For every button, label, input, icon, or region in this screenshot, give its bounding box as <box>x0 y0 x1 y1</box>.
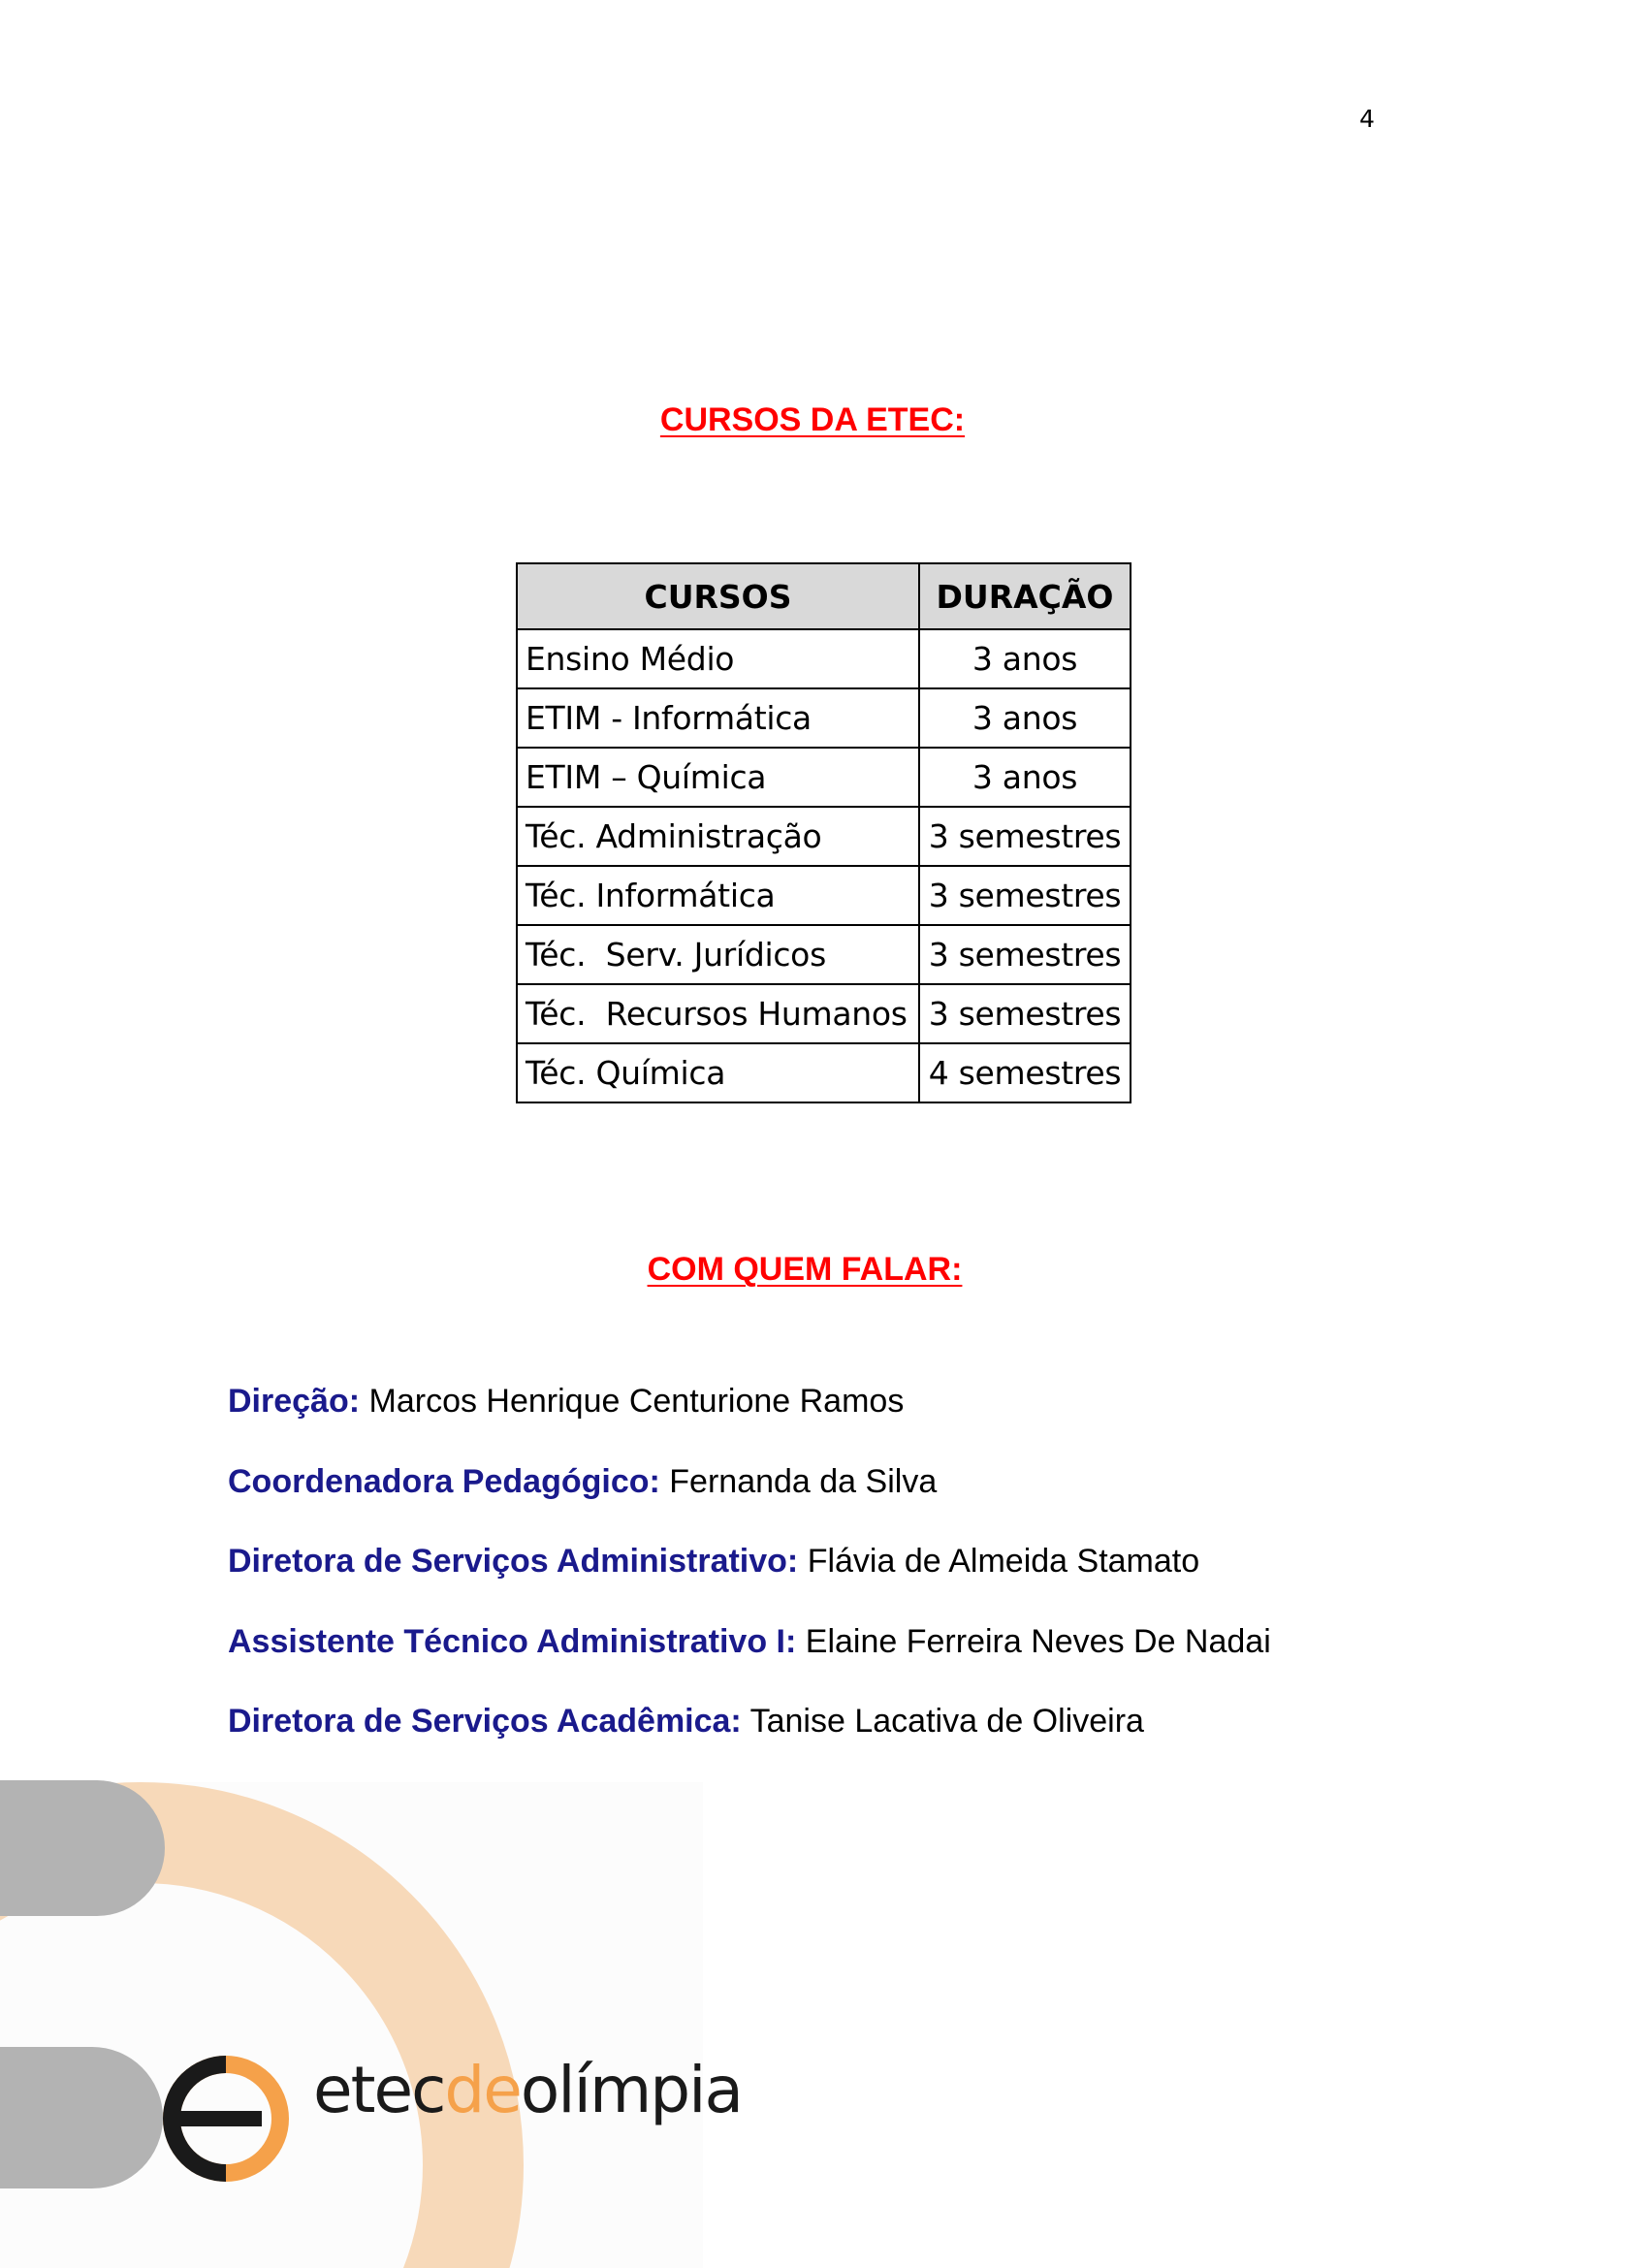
etec-logo-banner <box>0 1782 742 2268</box>
contact-role: Diretora de Serviços Acadêmica: <box>228 1703 742 1740</box>
course-duration: 3 anos <box>919 629 1131 688</box>
list-item <box>228 1697 1440 1777</box>
contact-name: Fernanda da Silva <box>669 1462 938 1500</box>
contact-role: Coordenadora Pedagógico: <box>228 1462 660 1500</box>
list-item <box>228 1537 1440 1617</box>
page-number: 4 <box>1359 105 1375 133</box>
courses-table-header-row <box>517 563 1131 629</box>
list-item <box>228 1457 1440 1538</box>
logo-background-shapes <box>0 1782 703 2268</box>
course-duration: 3 semestres <box>919 866 1131 925</box>
contacts-section-title <box>0 1251 1609 1289</box>
logo-text-suffix: olímpia <box>520 2053 742 2127</box>
course-name: Téc. Informática <box>517 866 919 925</box>
table-row <box>517 1043 1131 1102</box>
contact-role: Assistente Técnico Administrativo I: <box>228 1622 797 1660</box>
gray-upper-bar-shape <box>0 1780 165 1916</box>
logo-text-prefix: etec <box>313 2053 445 2127</box>
contact-name: Tanise Lacativa de Oliveira <box>749 1703 1144 1740</box>
header-cursos: CURSOS <box>517 563 919 629</box>
table-row <box>517 748 1131 807</box>
table-row <box>517 925 1131 984</box>
course-name: ETIM - Informática <box>517 688 919 748</box>
course-duration: 4 semestres <box>919 1043 1131 1102</box>
table-row <box>517 807 1131 866</box>
contact-role: Direção: <box>228 1383 361 1420</box>
contact-name: Elaine Ferreira Neves De Nadai <box>805 1622 1271 1660</box>
contact-name: Flávia de Almeida Stamato <box>807 1543 1200 1580</box>
course-duration: 3 semestres <box>919 925 1131 984</box>
contacts-title-text: COM QUEM FALAR: <box>647 1251 963 1288</box>
course-name: Téc. Recursos Humanos <box>517 984 919 1043</box>
course-duration: 3 semestres <box>919 984 1131 1043</box>
course-duration: 3 semestres <box>919 807 1131 866</box>
course-name: Téc. Serv. Jurídicos <box>517 925 919 984</box>
contacts-list <box>228 1377 1440 1777</box>
table-row <box>517 866 1131 925</box>
course-name: Téc. Química <box>517 1043 919 1102</box>
courses-section-title <box>0 401 1625 439</box>
list-item <box>228 1377 1440 1457</box>
course-name: ETIM – Química <box>517 748 919 807</box>
contact-name: Marcos Henrique Centurione Ramos <box>368 1383 905 1420</box>
table-row <box>517 688 1131 748</box>
courses-title-text: CURSOS DA ETEC: <box>659 401 966 438</box>
logo-text-accent: de <box>444 2053 521 2127</box>
list-item <box>228 1617 1440 1698</box>
table-row <box>517 984 1131 1043</box>
etec-emblem-icon <box>172 2064 280 2173</box>
gray-lower-bar-shape <box>0 2047 163 2188</box>
course-duration: 3 anos <box>919 748 1131 807</box>
course-duration: 3 anos <box>919 688 1131 748</box>
course-name: Ensino Médio <box>517 629 919 688</box>
etec-logo-wordmark <box>313 2053 742 2127</box>
course-name: Téc. Administração <box>517 807 919 866</box>
header-duracao: DURAÇÃO <box>919 563 1131 629</box>
contact-role: Diretora de Serviços Administrativo: <box>228 1543 799 1580</box>
courses-table <box>516 562 1131 1103</box>
table-row <box>517 629 1131 688</box>
